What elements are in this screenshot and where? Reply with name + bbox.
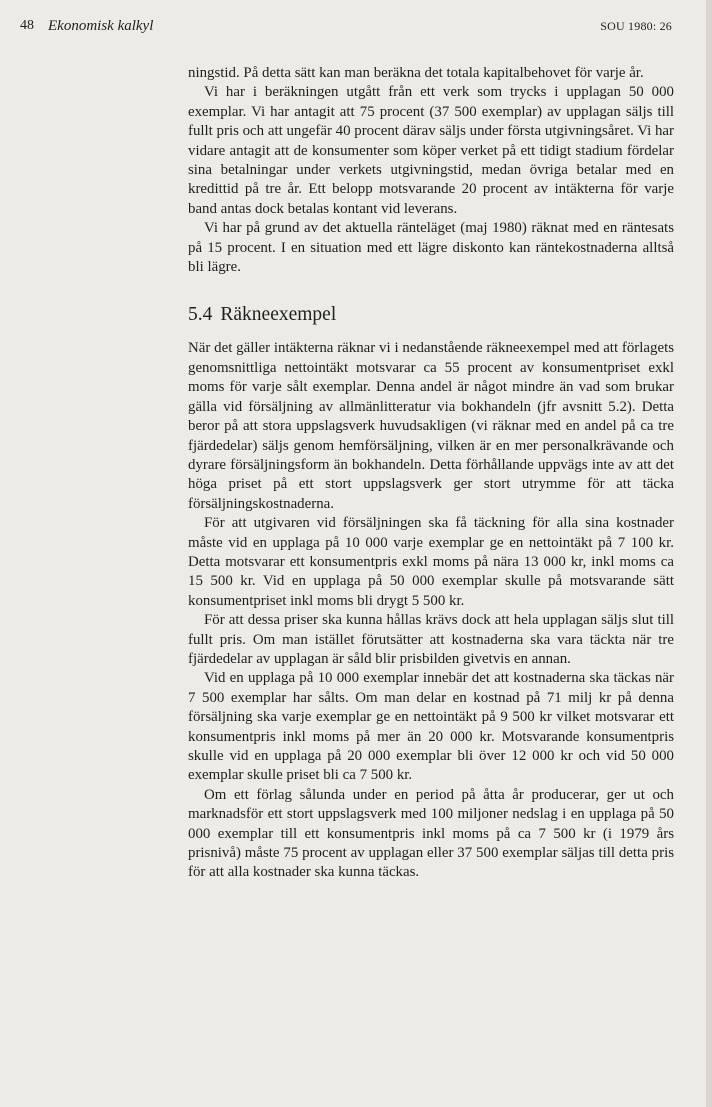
paragraph: För att utgivaren vid försäljningen ska få täckning för alla sina kostnader måste vid en upplaga på 10 000 varje exemplar ge en nettointäkt på 7 100 kr. Detta motsvarar ett konsumentpris exkl moms på nära 13 000 kr, inkl moms ca 15 500 kr. Vid en upplaga på 50 000 exemplar skulle på motsvarande sätt konsumentpriset inkl moms bli drygt 5 500 kr. bbox=[188, 515, 674, 609]
page-header bbox=[20, 18, 672, 38]
section-title: Räkneexempel bbox=[220, 304, 337, 326]
paragraph: Om ett förlag sålunda under en period på åtta år producerar, ger ut och marknadsför ett stort uppslagsverk med 100 miljoner nedslag i en upplaga på 50 000 exemplar till ett konsumentpris inkl moms på ca 7 500 kr (i 1979 års prisnivå) måste 75 procent av upplagan eller 37 500 exemplar säljas till detta pris för att alla kostnader ska kunna täckas. bbox=[188, 786, 674, 881]
body-text bbox=[188, 64, 674, 883]
section-number: 5.4 bbox=[188, 304, 213, 326]
running-title: Ekonomisk kalkyl bbox=[48, 18, 154, 34]
paragraph: Vi har i beräkningen utgått från ett verk som trycks i upplagan 50 000 exemplar. Vi har antagit att 75 procent (37 500 exemplar) av upplagan säljs till fullt pris och att ungefär 40 procent därav säljs under första utgivningsåret. Vi har vidare antagit att de konsumenter som köper verket på ett tidigt stadium fördelar sina betalningar under verkets utgivningstid, medan övriga betalar med en kredittid på tre år. Ett belopp motsvarande 20 procent av intäkterna för varje band antas dock betalas kontant vid leverans. bbox=[188, 84, 674, 217]
page-number: 48 bbox=[20, 18, 34, 33]
series-reference: SOU 1980: 26 bbox=[600, 19, 672, 33]
paragraph: Vi har på grund av det aktuella ränteläget (maj 1980) räknat med en räntesats på 15 procent. I en situation med ett lägre diskonto kan räntekostnaderna alltså bli lägre. bbox=[188, 220, 674, 276]
paragraph: Vid en upplaga på 10 000 exemplar innebär det att kostnaderna ska täckas när 7 500 exemplar har sålts. Om man delar en kostnad på 71 milj kr på denna försäljning ska varje exemplar ge en nettointäkt på 9 500 kr vilket motsvarar ett konsumentpris inkl moms på mer än 20 000 kr. Motsvarande konsumentpris skulle vid en upplaga på 20 000 exemplar bli över 12 000 kr och vid 50 000 exemplar skulle priset bli ca 7 500 kr. bbox=[188, 670, 674, 784]
page-edge bbox=[706, 0, 712, 1107]
paragraph: ningstid. På detta sätt kan man beräkna det totala kapitalbehovet för varje år. bbox=[188, 65, 644, 81]
section-heading bbox=[188, 303, 674, 327]
paragraph: För att dessa priser ska kunna hållas krävs dock att hela upplagan säljs slut till fullt pris. Om man istället förutsätter att kostnaderna ska vara täckta när tre fjärdedelar av upplagan är såld blir prisbilden givetvis en annan. bbox=[188, 612, 674, 667]
paragraph: När det gäller intäkterna räknar vi i nedanstående räkneexempel med att förlagets genomsnittliga nettointäkt motsvarar ca 55 procent av konsumentpriset exkl moms för varje sålt exemplar. Denna andel är något mindre än vad som brukar gälla vid försäljning av allmänlitteratur via bokhandeln (jfr avsnitt 5.2). Detta beror på att stora uppslagsverk huvudsakligen (vi räknar med en andel på ca tre fjärdedelar) säljs genom hemförsäljning, vilken är en mer personalkrävande och dyrare försäljningsform än bokhandeln. Detta förhållande uppvägs inte av att det höga priset på ett stort uppslagsverk ger stort utrymme för att täcka försäljningskostnaderna. bbox=[188, 340, 674, 512]
